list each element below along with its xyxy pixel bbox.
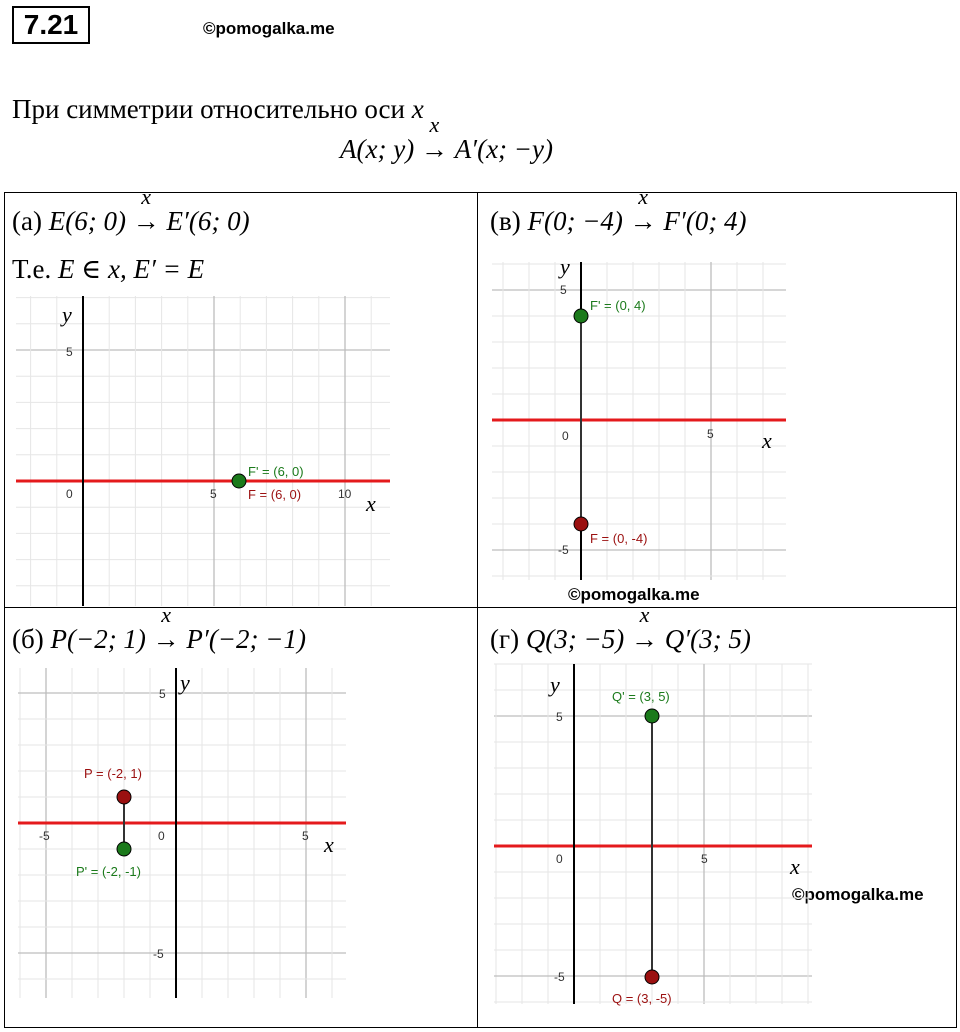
y-axis-label: y [550, 672, 560, 697]
label-f-prime: F' = (0, 4) [590, 298, 646, 313]
tick-y5: 5 [556, 710, 563, 724]
x-axis-label: x [324, 832, 334, 857]
plot-a-grid [16, 296, 390, 606]
watermark-2: ©pomogalka.me [568, 585, 700, 604]
y-axis-label: y [62, 302, 72, 327]
y-axis-label: y [180, 670, 190, 695]
point-p [117, 790, 131, 804]
tick-y5: 5 [66, 345, 73, 359]
tick-origin: 0 [158, 829, 165, 843]
tick-xm5: -5 [39, 829, 50, 843]
panel-a-note: Т.е. E ∈ x, E′ = E [12, 254, 205, 284]
label-q: Q = (3, -5) [612, 991, 672, 1006]
label-p: P = (-2, 1) [84, 766, 142, 781]
label-q-prime: Q' = (3, 5) [612, 689, 670, 704]
intro-var: x [411, 94, 424, 124]
rule-arrow: x → [420, 112, 448, 164]
label-f-prime: F' = (6, 0) [248, 464, 304, 479]
tick-x5: 5 [701, 852, 708, 866]
tick-x5: 5 [707, 427, 714, 441]
intro-text [12, 94, 424, 125]
tick-origin: 0 [556, 852, 563, 866]
intro-sentence: При симметрии относительно оси [12, 94, 412, 124]
watermark: ©pomogalka.me [203, 19, 335, 38]
point-f [574, 517, 588, 531]
label-p-prime: P' = (-2, -1) [76, 864, 141, 879]
tick-x5: 5 [302, 829, 309, 843]
plot-v [492, 254, 786, 580]
table-divider-h [4, 607, 957, 608]
x-axis-label: x [762, 428, 772, 453]
panel-v-title: (в) F(0; −4) x → F′(0; 4) [490, 184, 747, 236]
point-f-prime [574, 309, 588, 323]
y-axis-label: y [560, 254, 570, 279]
tick-y5: 5 [560, 283, 567, 297]
watermark-3: ©pomogalka.me [792, 885, 924, 904]
point-p-prime [117, 842, 131, 856]
tick-origin: 0 [66, 487, 73, 501]
tick-x10: 10 [338, 487, 352, 501]
plot-a [16, 296, 390, 606]
tick-origin: 0 [562, 429, 569, 443]
label-f: F = (0, -4) [590, 531, 648, 546]
panel-b-title: (б) P(−2; 1) x → P′(−2; −1) [12, 602, 306, 654]
plot-b-grid [18, 668, 346, 998]
point-q [645, 970, 659, 984]
symmetry-rule [340, 112, 553, 165]
rule-left: A(x; y) [340, 134, 415, 164]
x-axis-label: x [790, 854, 800, 879]
panel-a-title: (а) E(6; 0) x → E′(6; 0) [12, 184, 250, 236]
point-f-prime [232, 474, 246, 488]
label-f: F = (6, 0) [248, 487, 302, 502]
plot-g [494, 664, 812, 1004]
tick-x5: 5 [210, 487, 217, 501]
tick-ym5: -5 [554, 970, 565, 984]
tick-ym5: -5 [558, 543, 569, 557]
panel-g-title: (г) Q(3; −5) x → Q′(3; 5) [490, 602, 751, 654]
plot-b [18, 668, 346, 998]
rule-right: A′(x; −y) [454, 134, 553, 164]
problem-number: 7.21 [12, 6, 90, 44]
tick-y5: 5 [159, 687, 166, 701]
point-q-prime [645, 709, 659, 723]
table-divider-v [477, 192, 478, 1028]
tick-ym5: -5 [153, 947, 164, 961]
x-axis-label: x [366, 491, 376, 516]
